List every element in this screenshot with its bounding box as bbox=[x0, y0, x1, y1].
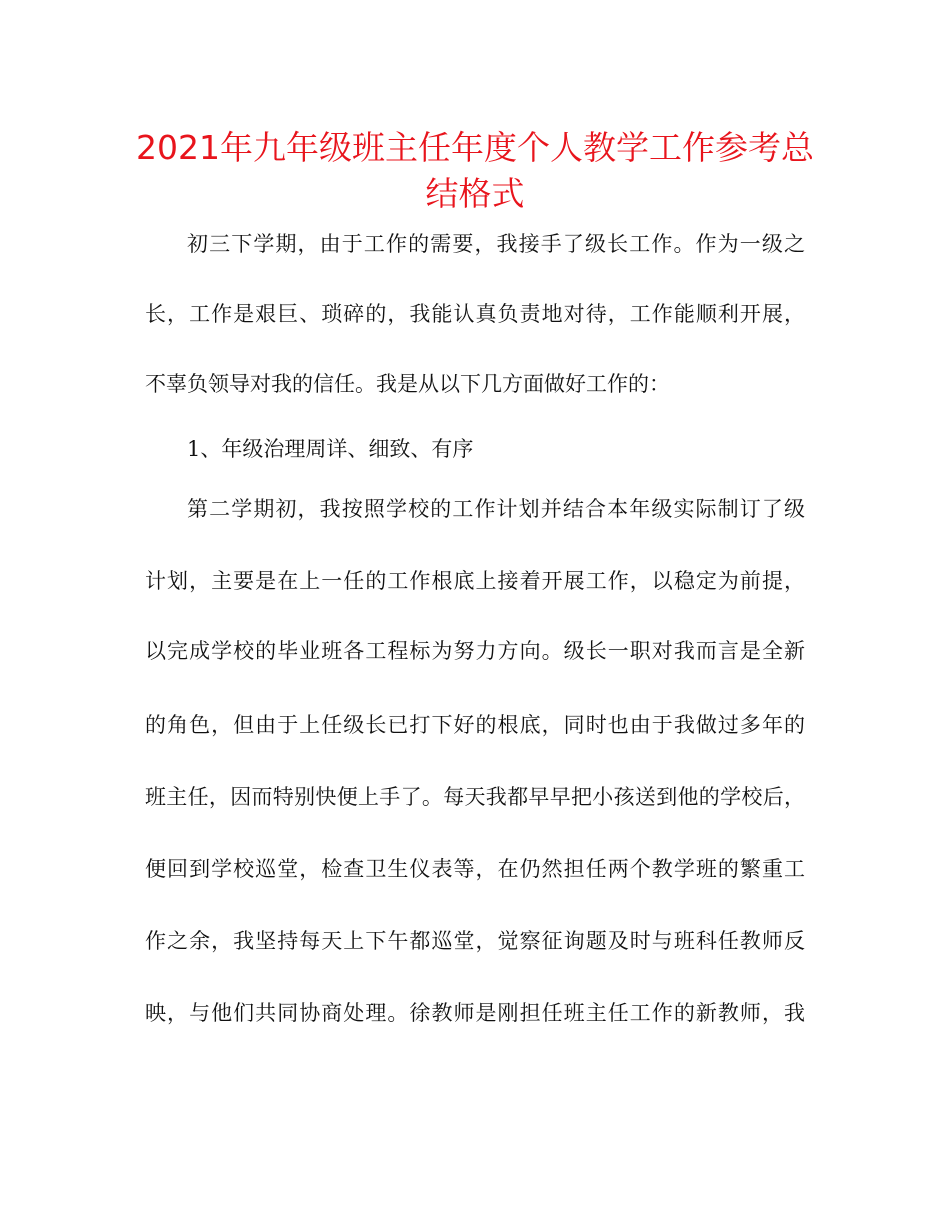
paragraph-2-line-5: 班主任，因而特别快便上手了。每天我都早早把小孩送到他的学校后， bbox=[145, 785, 805, 809]
paragraph-2-line-4: 的角色，但由于上任级长已打下好的根底，同时也由于我做过多年的 bbox=[145, 713, 805, 737]
paragraph-2-line-7: 作之余，我坚持每天上下午都巡堂，觉察征询题及时与班科任教师反 bbox=[145, 929, 805, 953]
paragraph-2-line-2: 计划，主要是在上一任的工作根底上接着开展工作，以稳定为前提， bbox=[145, 569, 805, 593]
paragraph-2-line-6: 便回到学校巡堂，检查卫生仪表等，在仍然担任两个教学班的繁重工 bbox=[145, 857, 805, 881]
paragraph-1-line-3: 不辜负领导对我的信任。我是从以下几方面做好工作的： bbox=[145, 372, 670, 396]
section-heading-1: 1、年级治理周详、细致、有序 bbox=[187, 437, 474, 461]
paragraph-1-line-2: 长，工作是艰巨、琐碎的，我能认真负责地对待，工作能顺利开展， bbox=[145, 302, 805, 326]
paragraph-1-line-1: 初三下学期，由于工作的需要，我接手了级长工作。作为一级之 bbox=[187, 232, 805, 256]
paragraph-2-line-1: 第二学期初，我按照学校的工作计划并结合本年级实际制订了级 bbox=[187, 497, 805, 521]
document-title-line-1: 2021年九年级班主任年度个人教学工作参考总 bbox=[136, 128, 814, 167]
paragraph-2-line-8: 映，与他们共同协商处理。徐教师是刚担任班主任工作的新教师，我 bbox=[145, 1001, 805, 1025]
document-title-line-2: 结格式 bbox=[425, 174, 525, 213]
paragraph-2-line-3: 以完成学校的毕业班各工程标为努力方向。级长一职对我而言是全新 bbox=[145, 639, 805, 663]
